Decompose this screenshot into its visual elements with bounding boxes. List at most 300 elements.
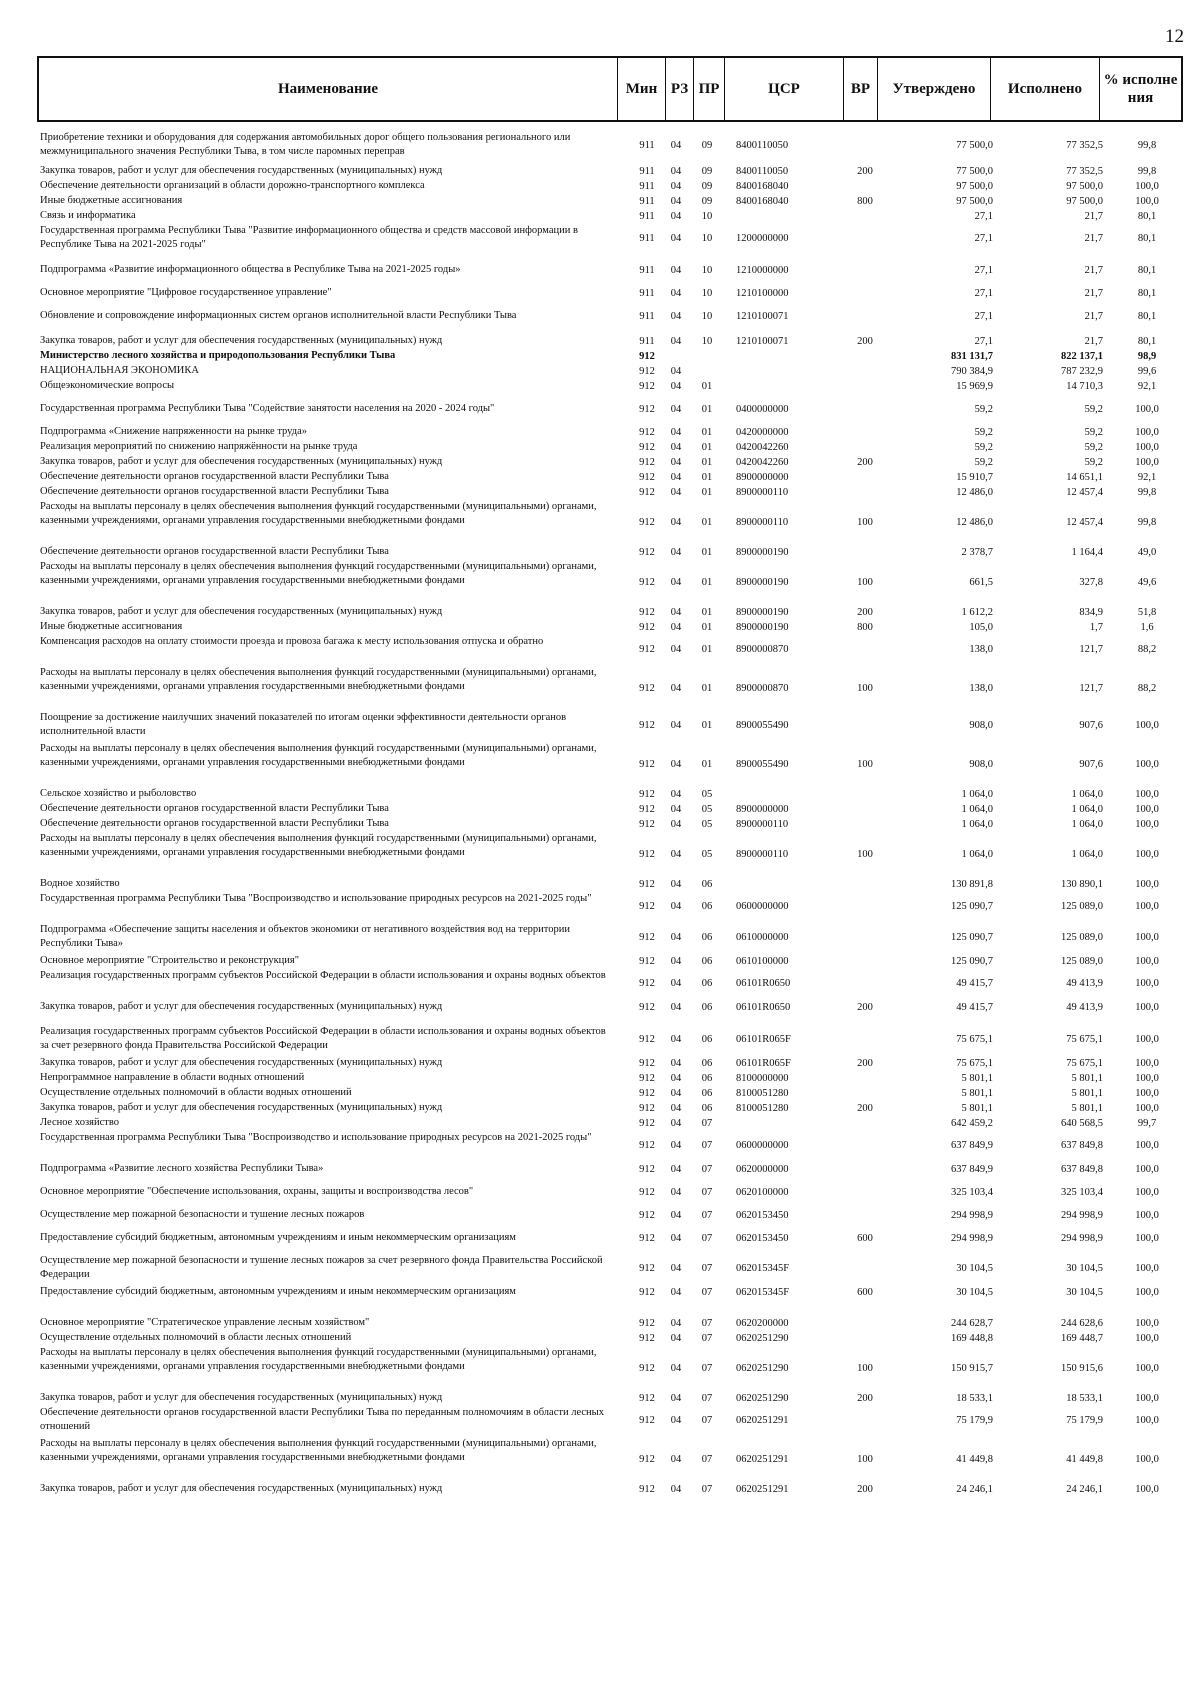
row-min: 912 (639, 1002, 655, 1013)
row-vr (849, 364, 881, 379)
row-vr (849, 379, 881, 394)
row-name: Поощрение за достижение наилучших значений показателей по итогам оценки эффективности деятельности органов исполнительной власти (40, 712, 567, 737)
row-name: Обеспечение деятельности организаций в области дорожно-транспортного комплекса (40, 180, 425, 191)
row-isp: 125 089,0 (1061, 956, 1103, 967)
row-pr: 06 (701, 900, 713, 912)
row-vr (849, 286, 881, 301)
row-vr: 200 (857, 1484, 873, 1495)
row-vr (849, 349, 881, 364)
row-name: Подпрограмма «Развитие информационного общества в Республике Тыва на 2021-2025 годы» (40, 264, 461, 275)
row-utv: 27,1 (974, 265, 993, 276)
row-pct: 99,8 (1137, 166, 1157, 177)
row-name: Государственная программа Республики Тыва "Воспроизводство и использование природных ресурсов на 2021-2025 годы" (40, 1132, 592, 1143)
row-name: Основное мероприятие "Обеспечение использования, охраны, защиты и воспроизводства лесов" (40, 1186, 474, 1197)
row-utv: 30 104,5 (956, 1262, 993, 1274)
row-min: 912 (639, 404, 655, 415)
row-pct: 100,0 (1135, 819, 1159, 830)
row-pr: 07 (701, 1210, 713, 1221)
header-csr: ЦСР (724, 58, 843, 120)
row-vr (849, 1331, 881, 1346)
row-csr: 0620100000 (736, 1187, 789, 1198)
row-rz: 04 (670, 789, 682, 800)
row-isp: 1 064,0 (1071, 804, 1103, 815)
row-csr: 0400000000 (736, 404, 789, 415)
row-rz: 04 (670, 804, 682, 815)
row-pct: 49,0 (1137, 547, 1157, 558)
row-utv: 130 891,8 (951, 879, 993, 890)
row-pct: 100,0 (1135, 879, 1159, 890)
table-row (37, 1185, 1183, 1200)
row-isp: 21,7 (1084, 232, 1103, 244)
table-row (37, 1131, 1183, 1159)
table-row (37, 379, 1183, 394)
row-isp: 21,7 (1084, 288, 1103, 299)
row-csr: 8900000110 (736, 848, 789, 860)
row-vr (849, 1254, 881, 1282)
row-name: Государственная программа Республики Тыва "Развитие информационного общества и средств массовой информации в Республике Тыва на 2021-2025 годы" (40, 225, 578, 250)
row-pct: 100,0 (1135, 977, 1159, 989)
row-name: Осуществление отдельных полномочий в области лесных отношений (40, 1332, 352, 1343)
row-rz: 04 (670, 288, 682, 299)
row-utv: 77 500,0 (956, 139, 993, 151)
table-row (37, 364, 1183, 379)
header-rz: РЗ (665, 58, 693, 120)
row-isp: 5 801,1 (1071, 1073, 1103, 1084)
row-utv: 1 064,0 (961, 848, 993, 860)
row-rz: 04 (670, 1187, 682, 1198)
row-isp: 637 849,8 (1061, 1139, 1103, 1151)
row-name: НАЦИОНАЛЬНАЯ ЭКОНОМИКА (40, 365, 199, 376)
table-row (37, 1254, 1183, 1282)
row-isp: 5 801,1 (1071, 1088, 1103, 1099)
row-vr: 200 (857, 607, 873, 618)
row-vr: 600 (857, 1233, 873, 1244)
row-csr: 06101R0650 (736, 977, 791, 989)
row-vr: 100 (857, 758, 873, 770)
row-rz: 04 (670, 1362, 682, 1374)
row-isp: 21,7 (1084, 265, 1103, 276)
row-pr: 10 (701, 265, 713, 276)
row-csr: 8900000190 (736, 622, 789, 633)
row-min: 912 (639, 1414, 655, 1426)
row-isp: 1 064,0 (1071, 848, 1103, 860)
row-pr: 10 (701, 311, 713, 322)
row-name: Закупка товаров, работ и услуг для обеспечения государственных (муниципальных) нужд (40, 1001, 443, 1012)
row-pr: 07 (701, 1287, 713, 1298)
row-vr (849, 309, 881, 324)
row-rz: 04 (670, 1033, 682, 1045)
row-name: Министерство лесного хозяйства и природопользования Республики Тыва (40, 350, 396, 361)
row-min: 912 (639, 1393, 655, 1404)
row-vr: 200 (857, 1002, 873, 1013)
table-row (37, 1316, 1183, 1331)
row-min: 912 (639, 381, 655, 392)
row-csr: 0620153450 (736, 1233, 789, 1244)
row-isp: 294 998,9 (1061, 1233, 1103, 1244)
row-min: 912 (639, 547, 655, 558)
row-name: Закупка товаров, работ и услуг для обеспечения государственных (муниципальных) нужд (40, 1102, 443, 1113)
table-row (37, 334, 1183, 349)
row-csr: 0620251290 (736, 1393, 789, 1404)
row-min: 912 (639, 1210, 655, 1221)
row-vr: 200 (857, 1393, 873, 1404)
row-isp: 59,2 (1084, 427, 1103, 438)
row-pct: 100,0 (1135, 1393, 1159, 1404)
row-min: 912 (639, 1033, 655, 1045)
row-pct: 100,0 (1135, 196, 1159, 207)
row-utv: 59,2 (974, 442, 993, 453)
row-pct: 100,0 (1135, 1139, 1159, 1151)
table-row (37, 1208, 1183, 1223)
row-pct: 99,6 (1137, 366, 1157, 377)
row-vr (849, 545, 881, 560)
table-row (37, 263, 1183, 278)
row-rz: 04 (670, 166, 682, 177)
row-name: Компенсация расходов на оплату стоимости проезда и провоза багажа к месту использования отпуска и обратно (40, 636, 544, 647)
row-min: 912 (639, 1333, 655, 1344)
row-pr: 07 (701, 1164, 713, 1175)
row-vr (849, 470, 881, 485)
row-csr: 0600000000 (736, 900, 789, 912)
row-min: 912 (639, 607, 655, 618)
row-name: Основное мероприятие "Цифровое государственное управление" (40, 287, 332, 298)
row-pct: 100,0 (1135, 956, 1159, 967)
row-name: Основное мероприятие "Строительство и реконструкция" (40, 955, 300, 966)
row-utv: 5 801,1 (961, 1103, 993, 1114)
row-rz: 04 (670, 139, 682, 151)
table-row (37, 877, 1183, 892)
row-name: Расходы на выплаты персоналу в целях обеспечения выполнения функций государственными (муниципальными) органами, казенными учреждениями, органами управления государственными внебюджетными фондами (40, 1347, 597, 1372)
row-pr: 01 (701, 758, 713, 770)
table-row (37, 1482, 1183, 1497)
table-row (37, 309, 1183, 324)
row-csr: 8900055490 (736, 719, 789, 731)
row-min: 912 (639, 576, 655, 588)
table-row (37, 1391, 1183, 1406)
row-min: 912 (639, 719, 655, 731)
row-utv: 1 064,0 (961, 804, 993, 815)
row-pct: 100,0 (1135, 1073, 1159, 1084)
row-csr: 8900000190 (736, 607, 789, 618)
table-row (37, 1056, 1183, 1071)
row-utv: 49 415,7 (956, 977, 993, 989)
row-utv: 30 104,5 (956, 1287, 993, 1298)
row-isp: 244 628,6 (1061, 1318, 1103, 1329)
row-pct: 100,0 (1135, 1002, 1159, 1013)
row-pr: 01 (701, 404, 713, 415)
row-vr (849, 485, 881, 500)
row-csr: 0610100000 (736, 956, 789, 967)
row-vr: 100 (857, 1362, 873, 1374)
row-isp: 49 413,9 (1066, 977, 1103, 989)
row-min: 912 (639, 1318, 655, 1329)
row-name: Закупка товаров, работ и услуг для обеспечения государственных (муниципальных) нужд (40, 456, 443, 467)
row-isp: 907,6 (1079, 758, 1103, 770)
row-rz: 04 (670, 1210, 682, 1221)
row-rz: 04 (670, 622, 682, 633)
table-row (37, 1000, 1183, 1015)
row-csr (736, 364, 836, 379)
row-utv: 125 090,7 (951, 900, 993, 912)
table-row (37, 802, 1183, 817)
row-vr (849, 425, 881, 440)
row-pr: 07 (701, 1318, 713, 1329)
row-vr (849, 402, 881, 417)
row-utv: 138,0 (969, 682, 993, 694)
row-isp: 18 533,1 (1066, 1393, 1103, 1404)
row-vr: 100 (857, 848, 873, 860)
row-name: Закупка товаров, работ и услуг для обеспечения государственных (муниципальных) нужд (40, 606, 443, 617)
row-utv: 59,2 (974, 457, 993, 468)
table-row (37, 349, 1183, 364)
row-min: 912 (639, 848, 655, 860)
row-pr: 07 (701, 1118, 713, 1129)
row-min: 912 (639, 1118, 655, 1129)
row-name: Сельское хозяйство и рыболовство (40, 788, 197, 799)
row-vr (849, 877, 881, 892)
row-rz: 04 (670, 487, 682, 498)
row-pct: 51,8 (1137, 607, 1157, 618)
row-pr: 05 (701, 789, 713, 800)
row-name: Закупка товаров, работ и услуг для обеспечения государственных (муниципальных) нужд (40, 1483, 443, 1494)
row-rz: 04 (670, 516, 682, 528)
row-pr: 06 (701, 1088, 713, 1099)
row-isp: 822 137,1 (1061, 351, 1103, 362)
row-pct: 80,1 (1137, 288, 1157, 299)
row-isp: 907,6 (1079, 719, 1103, 731)
row-pr: 01 (701, 516, 713, 528)
row-rz: 04 (670, 879, 682, 890)
row-vr: 800 (857, 196, 873, 207)
row-pr: 01 (701, 719, 713, 731)
row-csr: 0420042260 (736, 442, 789, 453)
row-vr: 200 (857, 1058, 873, 1069)
row-rz: 04 (670, 311, 682, 322)
row-vr: 800 (857, 622, 873, 633)
row-name: Обеспечение деятельности органов государственной власти Республики Тыва (40, 486, 389, 497)
row-rz: 04 (670, 1393, 682, 1404)
row-pct: 100,0 (1135, 1103, 1159, 1114)
table-row (37, 1331, 1183, 1346)
row-rz: 04 (670, 1318, 682, 1329)
row-isp: 97 500,0 (1066, 181, 1103, 192)
row-pct: 100,0 (1135, 1318, 1159, 1329)
table-row (37, 209, 1183, 224)
row-vr (849, 787, 881, 802)
row-pct: 100,0 (1135, 1033, 1159, 1045)
row-vr (849, 923, 881, 951)
row-name: Государственная программа Республики Тыва "Содействие занятости населения на 2020 - 2024 годы" (40, 403, 495, 414)
row-name: Предоставление субсидий бюджетным, автономным учреждениям и иным некоммерческим организациям (40, 1232, 516, 1243)
row-min: 912 (639, 643, 655, 655)
row-min: 912 (639, 789, 655, 800)
row-min: 912 (639, 1362, 655, 1374)
table-row (37, 500, 1183, 544)
row-vr (849, 1406, 881, 1434)
table-row (37, 1285, 1183, 1300)
row-pct: 92,1 (1137, 472, 1157, 483)
table-row (37, 1231, 1183, 1246)
row-utv: 27,1 (974, 232, 993, 244)
row-rz: 04 (670, 381, 682, 392)
row-rz: 04 (670, 719, 682, 731)
row-min: 912 (639, 442, 655, 453)
row-csr (736, 379, 836, 394)
row-utv: 5 801,1 (961, 1073, 993, 1084)
row-rz: 04 (670, 607, 682, 618)
row-rz: 04 (670, 819, 682, 830)
row-min: 912 (639, 622, 655, 633)
row-name: Осуществление отдельных полномочий в области водных отношений (40, 1087, 352, 1098)
row-min: 911 (639, 166, 655, 177)
row-name: Обеспечение деятельности органов государственной власти Республики Тыва (40, 471, 389, 482)
row-pct: 88,2 (1137, 682, 1157, 694)
row-pct: 99,7 (1137, 1118, 1157, 1129)
row-isp: 5 801,1 (1071, 1103, 1103, 1114)
row-pct: 100,0 (1135, 1210, 1159, 1221)
row-utv: 294 998,9 (951, 1210, 993, 1221)
row-rz: 04 (670, 956, 682, 967)
table-row (37, 832, 1183, 876)
row-utv: 637 849,9 (951, 1164, 993, 1175)
row-name: Закупка товаров, работ и услуг для обеспечения государственных (муниципальных) нужд (40, 1057, 443, 1068)
row-min: 911 (639, 265, 655, 276)
table-row (37, 286, 1183, 301)
row-vr (849, 1316, 881, 1331)
row-min: 912 (639, 1484, 655, 1495)
row-pct: 99,8 (1137, 139, 1157, 151)
row-rz: 04 (670, 931, 682, 943)
row-min: 912 (639, 804, 655, 815)
row-utv: 49 415,7 (956, 1002, 993, 1013)
row-pr: 10 (701, 211, 713, 222)
row-vr (849, 1086, 881, 1101)
row-pct: 100,0 (1135, 789, 1159, 800)
row-pr: 07 (701, 1453, 713, 1465)
row-isp: 121,7 (1079, 682, 1103, 694)
row-isp: 14 710,3 (1066, 381, 1103, 392)
row-pct: 100,0 (1135, 442, 1159, 453)
header-min: Мин (617, 58, 665, 120)
row-pr: 05 (701, 819, 713, 830)
row-csr: 06101R065F (736, 1058, 791, 1069)
row-rz: 04 (670, 404, 682, 415)
row-isp: 294 998,9 (1061, 1210, 1103, 1221)
row-rz: 04 (670, 442, 682, 453)
table-row (37, 1116, 1183, 1131)
row-vr: 200 (857, 1103, 873, 1114)
row-csr: 8400168040 (736, 181, 789, 192)
row-utv: 294 998,9 (951, 1233, 993, 1244)
row-vr (849, 969, 881, 997)
row-name: Обеспечение деятельности органов государственной власти Республики Тыва по переданным полномочиям в области лесных отношений (40, 1407, 604, 1432)
row-vr (849, 1025, 881, 1053)
row-utv: 908,0 (969, 719, 993, 731)
row-name: Связь и информатика (40, 210, 136, 221)
row-csr: 8900000110 (736, 487, 789, 498)
row-pr: 01 (701, 607, 713, 618)
row-isp: 59,2 (1084, 457, 1103, 468)
table-row (37, 605, 1183, 620)
row-min: 912 (639, 1164, 655, 1175)
row-csr (736, 349, 836, 364)
row-min: 911 (639, 288, 655, 299)
row-pr (696, 349, 718, 364)
row-utv: 77 500,0 (956, 166, 993, 177)
row-rz: 04 (670, 457, 682, 468)
row-pr: 06 (701, 1073, 713, 1084)
table-row (37, 954, 1183, 969)
row-pct: 80,1 (1137, 232, 1157, 244)
row-pr: 06 (701, 956, 713, 967)
row-utv: 244 628,7 (951, 1318, 993, 1329)
row-pct: 100,0 (1135, 719, 1159, 731)
row-name: Осуществление мер пожарной безопасности и тушение лесных пожаров за счет резервного фонда Правительства Российской Федерации (40, 1255, 603, 1280)
row-pr: 06 (701, 1058, 713, 1069)
row-rz: 04 (670, 211, 682, 222)
row-utv: 59,2 (974, 404, 993, 415)
row-utv: 1 064,0 (961, 789, 993, 800)
row-pr (696, 364, 718, 379)
row-name: Основное мероприятие "Стратегическое управление лесным хозяйством" (40, 1317, 370, 1328)
table-row (37, 817, 1183, 832)
row-name: Расходы на выплаты персоналу в целях обеспечения выполнения функций государственными (муниципальными) органами, казенными учреждениями, органами управления государственными внебюджетными фондами (40, 833, 597, 858)
row-vr: 600 (857, 1287, 873, 1298)
row-pr: 07 (701, 1262, 713, 1274)
row-csr: 0620251291 (736, 1414, 789, 1426)
row-isp: 21,7 (1084, 211, 1103, 222)
row-rz: 04 (670, 1118, 682, 1129)
row-min: 912 (639, 1139, 655, 1151)
table-row (37, 440, 1183, 455)
row-pct: 100,0 (1135, 404, 1159, 415)
row-csr: 8400110050 (736, 166, 789, 177)
row-pr: 01 (701, 643, 713, 655)
row-isp: 325 103,4 (1061, 1187, 1103, 1198)
row-pct: 98,9 (1137, 351, 1157, 362)
row-min: 912 (639, 879, 655, 890)
row-utv: 831 131,7 (951, 351, 993, 362)
row-rz: 04 (670, 366, 682, 377)
row-name: Обновление и сопровождение информационных систем органов исполнительной власти Республики Тыва (40, 310, 517, 321)
row-rz: 04 (670, 643, 682, 655)
row-min: 912 (639, 1103, 655, 1114)
row-utv: 75 675,1 (956, 1033, 993, 1045)
row-vr (849, 1071, 881, 1086)
row-name: Иные бюджетные ассигнования (40, 195, 183, 206)
row-pr: 01 (701, 457, 713, 468)
row-rz: 04 (670, 1333, 682, 1344)
table-row (37, 425, 1183, 440)
row-pct: 100,0 (1135, 804, 1159, 815)
row-utv: 2 378,7 (961, 547, 993, 558)
row-rz: 04 (670, 1058, 682, 1069)
row-isp: 640 568,5 (1061, 1118, 1103, 1129)
row-csr: 0620251291 (736, 1484, 789, 1495)
row-pct: 1,6 (1140, 622, 1154, 633)
row-csr: 8900000870 (736, 682, 789, 694)
row-rz: 04 (670, 472, 682, 483)
row-min: 912 (639, 427, 655, 438)
row-pct: 100,0 (1135, 1233, 1159, 1244)
header-executed: Исполнено (990, 58, 1099, 120)
row-utv: 138,0 (969, 643, 993, 655)
row-vr (849, 1208, 881, 1223)
row-vr (849, 892, 881, 920)
row-isp: 21,7 (1084, 311, 1103, 322)
table-row (37, 635, 1183, 663)
row-csr: 0620251290 (736, 1333, 789, 1344)
